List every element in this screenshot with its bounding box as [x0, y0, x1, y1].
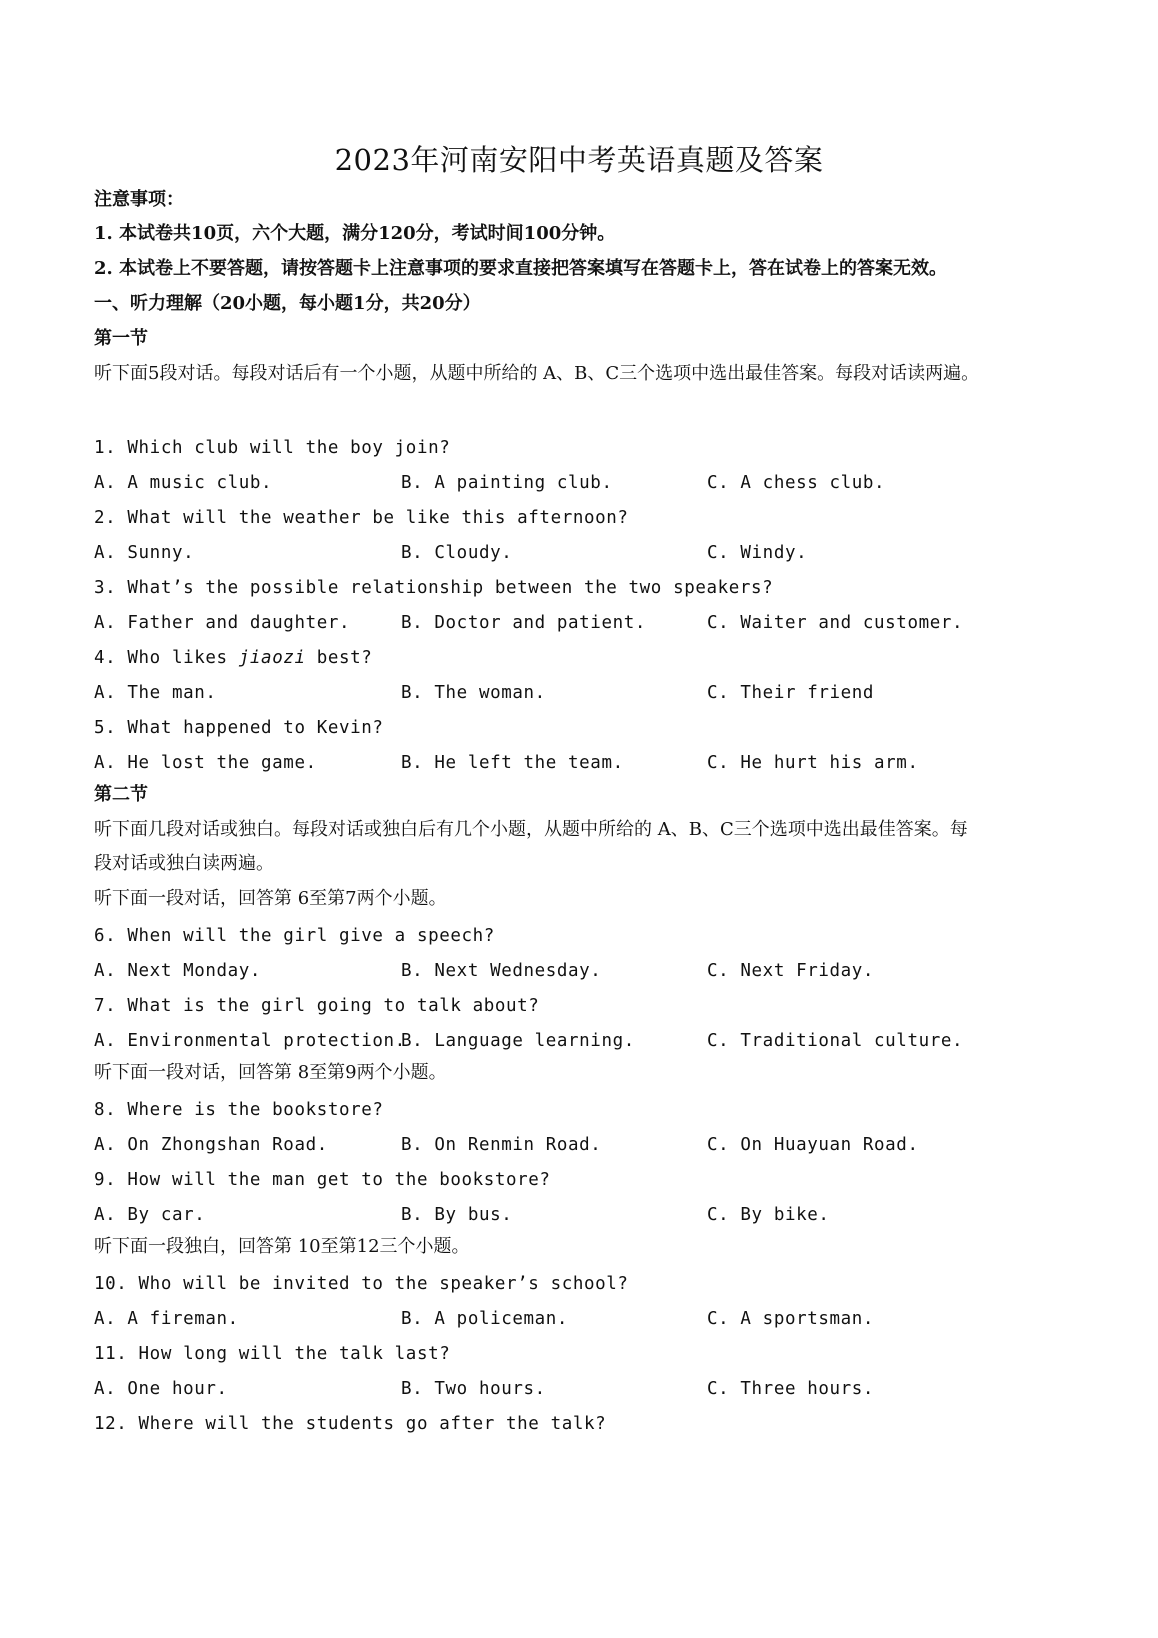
option-7c: C. Traditional culture. — [707, 1031, 964, 1051]
option-5a: A. He lost the game. — [94, 753, 317, 773]
option-4b: B. The woman. — [401, 683, 546, 703]
option-9b: B. By bus. — [401, 1205, 513, 1225]
option-8b: B. On Renmin Road. — [401, 1135, 602, 1155]
question-3: 3. What’s the possible relationship between the two speakers? — [94, 578, 774, 598]
question-6: 6. When will the girl give a speech? — [94, 926, 495, 946]
option-3b: B. Doctor and patient. — [401, 613, 646, 633]
question-4-italic-word: jiaozi — [238, 648, 306, 668]
question-4-text-start: 4. Who likes — [94, 648, 239, 668]
option-1c: C. A chess club. — [707, 473, 886, 493]
section2-instruction-line2: 段对话或独白读两遍。 — [94, 853, 274, 874]
option-10a: A. A fireman. — [94, 1309, 239, 1329]
notice-heading: 注意事项： — [94, 189, 184, 210]
group-2-instruction: 听下面一段对话，回答第 8至第9两个小题。 — [94, 1062, 447, 1083]
question-10: 10. Who will be invited to the speaker’s school? — [94, 1274, 629, 1294]
option-7a: A. Environmental protection. — [94, 1031, 406, 1051]
option-1b: B. A painting club. — [401, 473, 613, 493]
question-1: 1. Which club will the boy join? — [94, 438, 451, 458]
option-8a: A. On Zhongshan Road. — [94, 1135, 328, 1155]
section1-instruction: 听下面5段对话。每段对话后有一个小题，从题中所给的 A、B、C三个选项中选出最佳答案。每段对话读两遍。 — [94, 363, 980, 384]
option-2c: C. Windy. — [707, 543, 808, 563]
option-9c: C. By bike. — [707, 1205, 830, 1225]
option-10c: C. A sportsman. — [707, 1309, 875, 1329]
question-4-text-end: best? — [305, 648, 373, 668]
question-8: 8. Where is the bookstore? — [94, 1100, 384, 1120]
option-11a: A. One hour. — [94, 1379, 228, 1399]
question-4 — [94, 646, 372, 670]
option-7b: B. Language learning. — [401, 1031, 635, 1051]
option-10b: B. A policeman. — [401, 1309, 569, 1329]
option-4c: C. Their friend — [707, 683, 875, 703]
option-5b: B. He left the team. — [401, 753, 624, 773]
option-8c: C. On Huayuan Road. — [707, 1135, 919, 1155]
option-4a: A. The man. — [94, 683, 217, 703]
group-1-instruction: 听下面一段对话，回答第 6至第7两个小题。 — [94, 888, 447, 909]
option-9a: A. By car. — [94, 1205, 206, 1225]
question-2: 2. What will the weather be like this afternoon? — [94, 508, 629, 528]
section1-heading: 第一节 — [94, 328, 148, 349]
option-1a: A. A music club. — [94, 473, 273, 493]
question-11: 11. How long will the talk last? — [94, 1344, 451, 1364]
option-11b: B. Two hours. — [401, 1379, 546, 1399]
option-6b: B. Next Wednesday. — [401, 961, 602, 981]
option-2b: B. Cloudy. — [401, 543, 513, 563]
question-9: 9. How will the man get to the bookstore? — [94, 1170, 551, 1190]
question-12: 12. Where will the students go after the talk? — [94, 1414, 607, 1434]
option-3c: C. Waiter and customer. — [707, 613, 964, 633]
part1-heading: 一、听力理解（20小题，每小题1分，共20分） — [94, 293, 481, 314]
group-3-instruction: 听下面一段独白，回答第 10至第12三个小题。 — [94, 1236, 470, 1257]
option-11c: C. Three hours. — [707, 1379, 875, 1399]
option-6c: C. Next Friday. — [707, 961, 875, 981]
page-title: 2023年河南安阳中考英语真题及答案 — [334, 143, 824, 177]
question-5: 5. What happened to Kevin? — [94, 718, 384, 738]
section2-instruction-line1: 听下面几段对话或独白。每段对话或独白后有几个小题，从题中所给的 A、B、C三个选项中选出最佳答案。每 — [94, 819, 968, 840]
option-5c: C. He hurt his arm. — [707, 753, 919, 773]
notice-item-2: 2. 本试卷上不要答题，请按答题卡上注意事项的要求直接把答案填写在答题卡上，答在试卷上的答案无效。 — [94, 258, 948, 279]
option-3a: A. Father and daughter. — [94, 613, 351, 633]
notice-item-1: 1. 本试卷共10页，六个大题，满分120分，考试时间100分钟。 — [94, 223, 616, 244]
section2-heading: 第二节 — [94, 784, 148, 805]
option-6a: A. Next Monday. — [94, 961, 262, 981]
option-2a: A. Sunny. — [94, 543, 195, 563]
question-7: 7. What is the girl going to talk about? — [94, 996, 540, 1016]
